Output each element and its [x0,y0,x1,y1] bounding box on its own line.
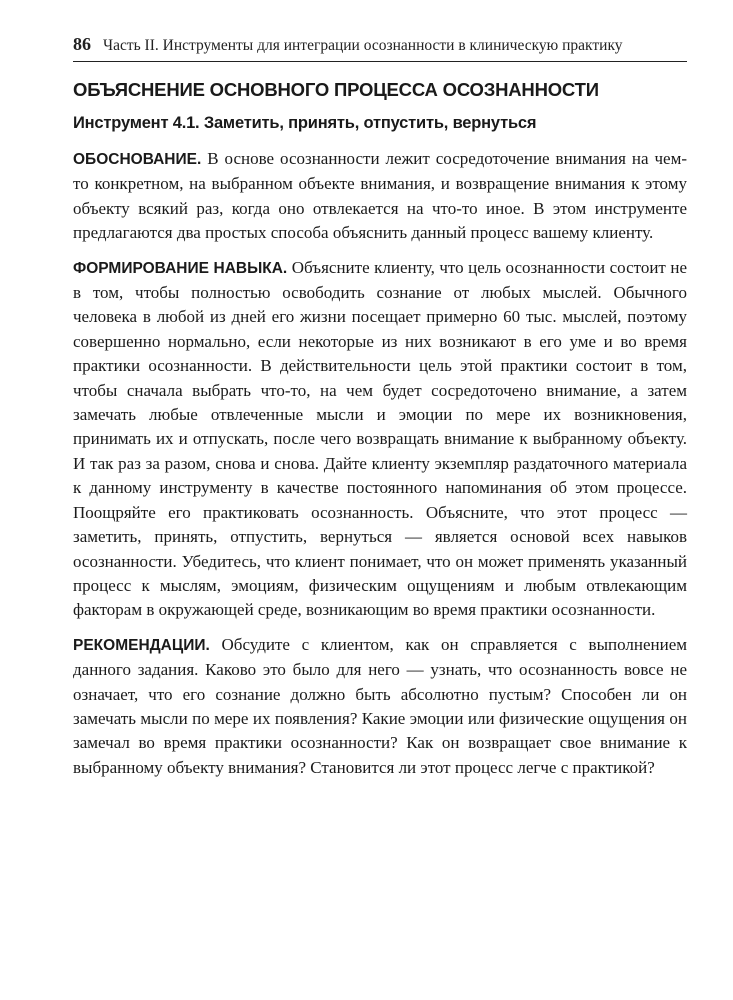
paragraph-lead-recommendations: РЕКОМЕНДАЦИИ. [73,636,210,654]
paragraph-lead-skill-building: ФОРМИРОВАНИЕ НАВЫКА. [73,259,288,277]
paragraph-skill-building [73,256,687,623]
paragraph-text-skill-building: Объясните клиенту, что цель осознанности состоит не в том, чтобы полностью освободить сознание от любых мыслей. Обычного человека в любой из дней его жизни посещает примерно 60 тыс. мыслей, поэтому совершенно нормально, если некоторые из них возникают в его уме и во время практики осознанности. В действительности цель этой практики состоит в том, чтобы сначала выбрать что-то, на чем будет сосредоточено внимание, а затем замечать любые отвлеченные мысли и эмоции по мере их возникновения, принимать их и отпускать, после чего возвращать внимание к выбранному объекту. И так раз за разом, снова и снова. Дайте клиенту экземпляр раздаточного материала к данному инструменту в качестве постоянного напоминания об этом процессе. Поощряйте его практиковать осознанность. Объясните, что этот процесс — заметить, принять, отпустить, вернуться — является основой всех навыков осознанности. Убедитесь, что клиент понимает, что он может применять указанный процесс к мыслям, эмоциям, физическим ощущениям и любым отвлекающим факторам в окружающей среде, возникающим во время практики осознанности. [73,257,688,620]
tool-title: Инструмент 4.1. Заметить, принять, отпустить, вернуться [73,114,537,132]
paragraph-recommendations [73,633,687,780]
page-number: 86 [73,34,91,54]
paragraph-lead-rationale: ОБОСНОВАНИЕ. [73,151,202,168]
paragraph-rationale [73,147,687,246]
running-header [73,34,687,58]
paragraph-text-recommendations: Обсудите с клиентом, как он справляется с выполнением данного задания. Каково это было для него — узнать, что осознанность вовсе не означает, что его сознание должно быть абсолютно пустым? Способен ли он замечать мысли по мере их появления? Какие эмоции или физические ощущения он замечал во время практики осознанности? Как он возвращает свое внимание к выбранному объекту внимания? Становится ли этот процесс легче с практикой? [73,634,688,777]
running-title: Часть II. Инструменты для интеграции осознанности в клиническую практику [103,37,623,54]
paragraph-text-rationale: В основе осознанности лежит сосредоточение внимания на чем-то конкретном, на выбранном объекте внимания, и возвращение внимания к этому объекту всякий раз, когда оно отвлекается на что-то иное. В этом инструменте предлагаются два простых способа объяснить данный процесс вашему клиенту. [73,149,688,243]
section-title: ОБЪЯСНЕНИЕ ОСНОВНОГО ПРОЦЕССА ОСОЗНАННОСТИ [73,79,599,100]
book-page [73,34,687,780]
header-rule [73,61,687,62]
